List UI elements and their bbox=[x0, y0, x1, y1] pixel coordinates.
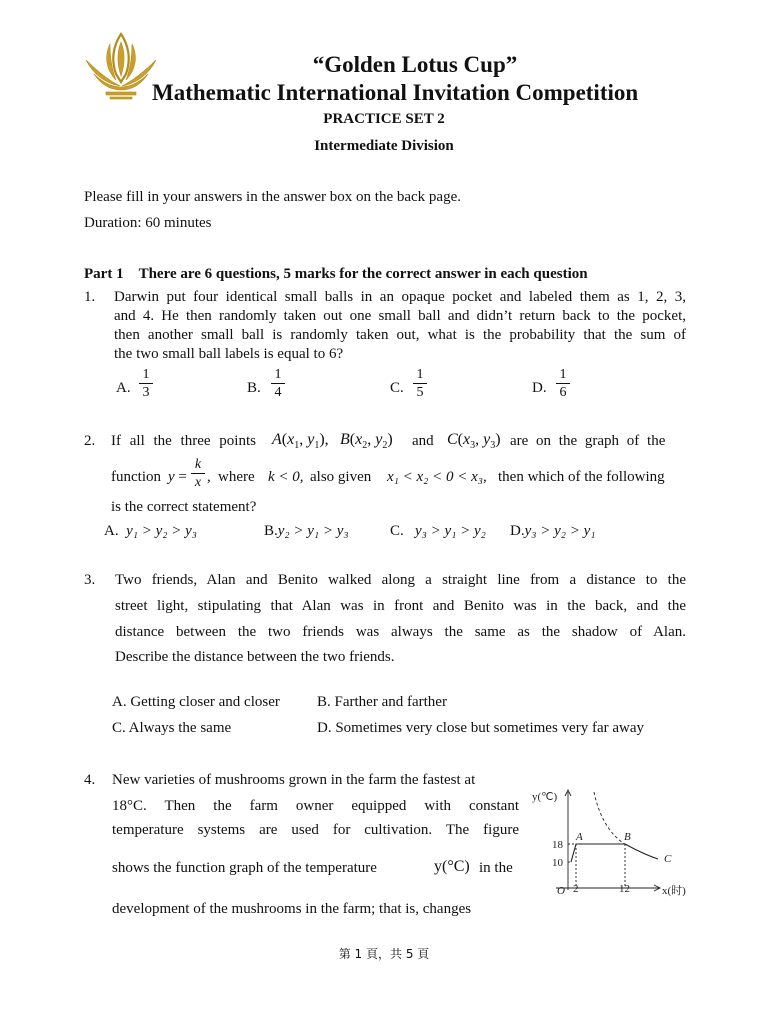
duration-line: Duration: 60 minutes bbox=[84, 215, 212, 231]
q3-line: distance between the two friends was always the same as the shadow of Alan. bbox=[115, 624, 686, 640]
hyperbola-bc bbox=[625, 844, 658, 859]
fraction bbox=[270, 367, 286, 401]
option-text: y₁ > y₂ > y₃ bbox=[126, 523, 197, 539]
q2-where: where bbox=[218, 469, 255, 485]
q3-option-a: A. Getting closer and closer bbox=[112, 694, 280, 710]
title-line-1: “Golden Lotus Cup” bbox=[312, 52, 518, 77]
q4-line-4-math: y(°C) bbox=[434, 858, 470, 875]
q2-point-a: $A(x_1$, $y_1$), bbox=[272, 431, 329, 452]
denominator: 4 bbox=[274, 385, 282, 400]
option-text: y₃ > y₁ > y₂ bbox=[415, 523, 486, 539]
fraction bbox=[138, 367, 154, 401]
point-b-letter: B bbox=[340, 431, 350, 448]
part1-description: There are 6 questions, 5 marks for the correct answer in each question bbox=[138, 266, 588, 282]
part1-heading bbox=[84, 266, 588, 283]
temperature-graph bbox=[528, 786, 698, 901]
y-tick-10: 10 bbox=[552, 857, 563, 869]
q2-line-1-start: If all the three points bbox=[111, 433, 256, 449]
q4-line-4-end: in the bbox=[479, 860, 513, 876]
x-tick-2: 2 bbox=[573, 883, 579, 895]
q2-line-3: is the correct statement? bbox=[111, 499, 257, 515]
option-label: C. bbox=[390, 380, 404, 396]
numerator: k bbox=[194, 457, 202, 472]
q2-inequality: x₁ < x₂ < 0 < x₃, bbox=[387, 469, 487, 485]
q2-function-lhs: y = bbox=[168, 469, 187, 485]
q2-condition-k: k < 0, bbox=[268, 469, 304, 485]
q3-line: Describe the distance between the two friends. bbox=[115, 649, 395, 665]
q3-line: street light, stipulating that Alan was in front and Benito was in the back, and the bbox=[115, 598, 686, 614]
point-c-letter: C bbox=[447, 431, 458, 448]
y-tick-18: 18 bbox=[552, 839, 563, 851]
option-label: D. bbox=[510, 523, 525, 539]
y-axis-label: y(℃) bbox=[532, 791, 558, 803]
q2-and: and bbox=[412, 433, 434, 449]
q2-line-1-end: are on the graph of the bbox=[510, 433, 666, 449]
function-line-oa-ab bbox=[571, 844, 625, 862]
point-c-label: C bbox=[664, 853, 672, 865]
fraction bbox=[412, 367, 428, 401]
q2-function-fraction bbox=[190, 457, 206, 491]
q2-function-word: function bbox=[111, 469, 161, 485]
option-label: A. bbox=[116, 380, 131, 396]
point-a-label: A bbox=[576, 831, 583, 843]
title-line-2: Mathematic International Invitation Competition bbox=[152, 80, 639, 105]
denominator: x bbox=[194, 475, 202, 490]
origin-label: O bbox=[557, 885, 565, 897]
option-text: y₂ > y₁ > y₃ bbox=[277, 523, 349, 539]
numerator: 1 bbox=[274, 367, 282, 382]
part1-label: Part 1 bbox=[84, 266, 124, 282]
option-label: B. bbox=[264, 523, 278, 539]
q2-option-a bbox=[104, 523, 197, 540]
instruction-line-1: Please fill in your answers in the answer box on the back page. bbox=[84, 189, 461, 205]
denominator: 5 bbox=[416, 385, 424, 400]
fraction bbox=[555, 367, 571, 401]
q2-then-which: then which of the following bbox=[498, 469, 665, 485]
option-text: y₃ > y₂ > y₁ bbox=[524, 523, 596, 539]
denominator: 3 bbox=[142, 385, 150, 400]
option-label: A. bbox=[104, 523, 119, 539]
numerator: 1 bbox=[416, 367, 424, 382]
q4-line-1: New varieties of mushrooms grown in the farm the fastest at bbox=[112, 772, 476, 788]
q3-number: 3. bbox=[84, 572, 96, 588]
x-axis-label: x(时) bbox=[662, 885, 686, 897]
q3-line: Two friends, Alan and Benito walked along a straight line from a distance to the bbox=[115, 572, 686, 588]
q4-line-3: temperature systems are used for cultivation. The figure bbox=[112, 822, 519, 838]
q1-line: then another small ball is randomly taken out, what is the probability that the sum of bbox=[114, 327, 686, 343]
q2-option-c bbox=[390, 523, 486, 540]
q2-option-d bbox=[510, 523, 595, 540]
page-footer: 第 1 頁，共 5 頁 bbox=[338, 947, 430, 961]
comma: , bbox=[207, 469, 211, 485]
q1-line: Darwin put four identical small balls in an opaque pocket and labeled them as 1, 2, 3, bbox=[114, 289, 686, 305]
q1-line: the two small ball labels is equal to 6? bbox=[114, 346, 344, 362]
point-a-letter: A bbox=[272, 431, 282, 448]
q2-point-b: $B(x_2$, $y_2$) bbox=[340, 431, 393, 452]
hyperbola-dashed bbox=[594, 792, 625, 844]
q2-option-b bbox=[264, 523, 349, 540]
numerator: 1 bbox=[142, 367, 150, 382]
denominator: 6 bbox=[559, 385, 567, 400]
q1-number: 1. bbox=[84, 289, 96, 305]
numerator: 1 bbox=[559, 367, 567, 382]
q4-number: 4. bbox=[84, 772, 96, 788]
q2-also-given: also given bbox=[310, 469, 372, 485]
x-tick-12: 12 bbox=[619, 883, 630, 895]
q3-option-c: C. Always the same bbox=[112, 720, 232, 736]
q1-line: and 4. He then randomly taken out one small ball and didn’t return back to the pocket, bbox=[114, 308, 686, 324]
q3-option-b: B. Farther and farther bbox=[317, 694, 447, 710]
q4-line-2: 18°C. Then the farm owner equipped with constant bbox=[112, 798, 519, 814]
q4-line-5: development of the mushrooms in the farm; that is, changes bbox=[112, 901, 472, 917]
point-b-label: B bbox=[624, 831, 631, 843]
q3-option-d: D. Sometimes very close but sometimes very far away bbox=[317, 720, 644, 736]
practice-set-label: PRACTICE SET 2 bbox=[323, 111, 445, 127]
option-label: D. bbox=[532, 380, 547, 396]
q2-point-c: $C(x_3$, $y_3$) bbox=[447, 431, 501, 452]
option-label: C. bbox=[390, 523, 404, 539]
option-label: B. bbox=[247, 380, 261, 396]
q2-number: 2. bbox=[84, 433, 96, 449]
q4-line-4-start: shows the function graph of the temperature bbox=[112, 860, 377, 876]
division-label: Intermediate Division bbox=[314, 138, 454, 154]
